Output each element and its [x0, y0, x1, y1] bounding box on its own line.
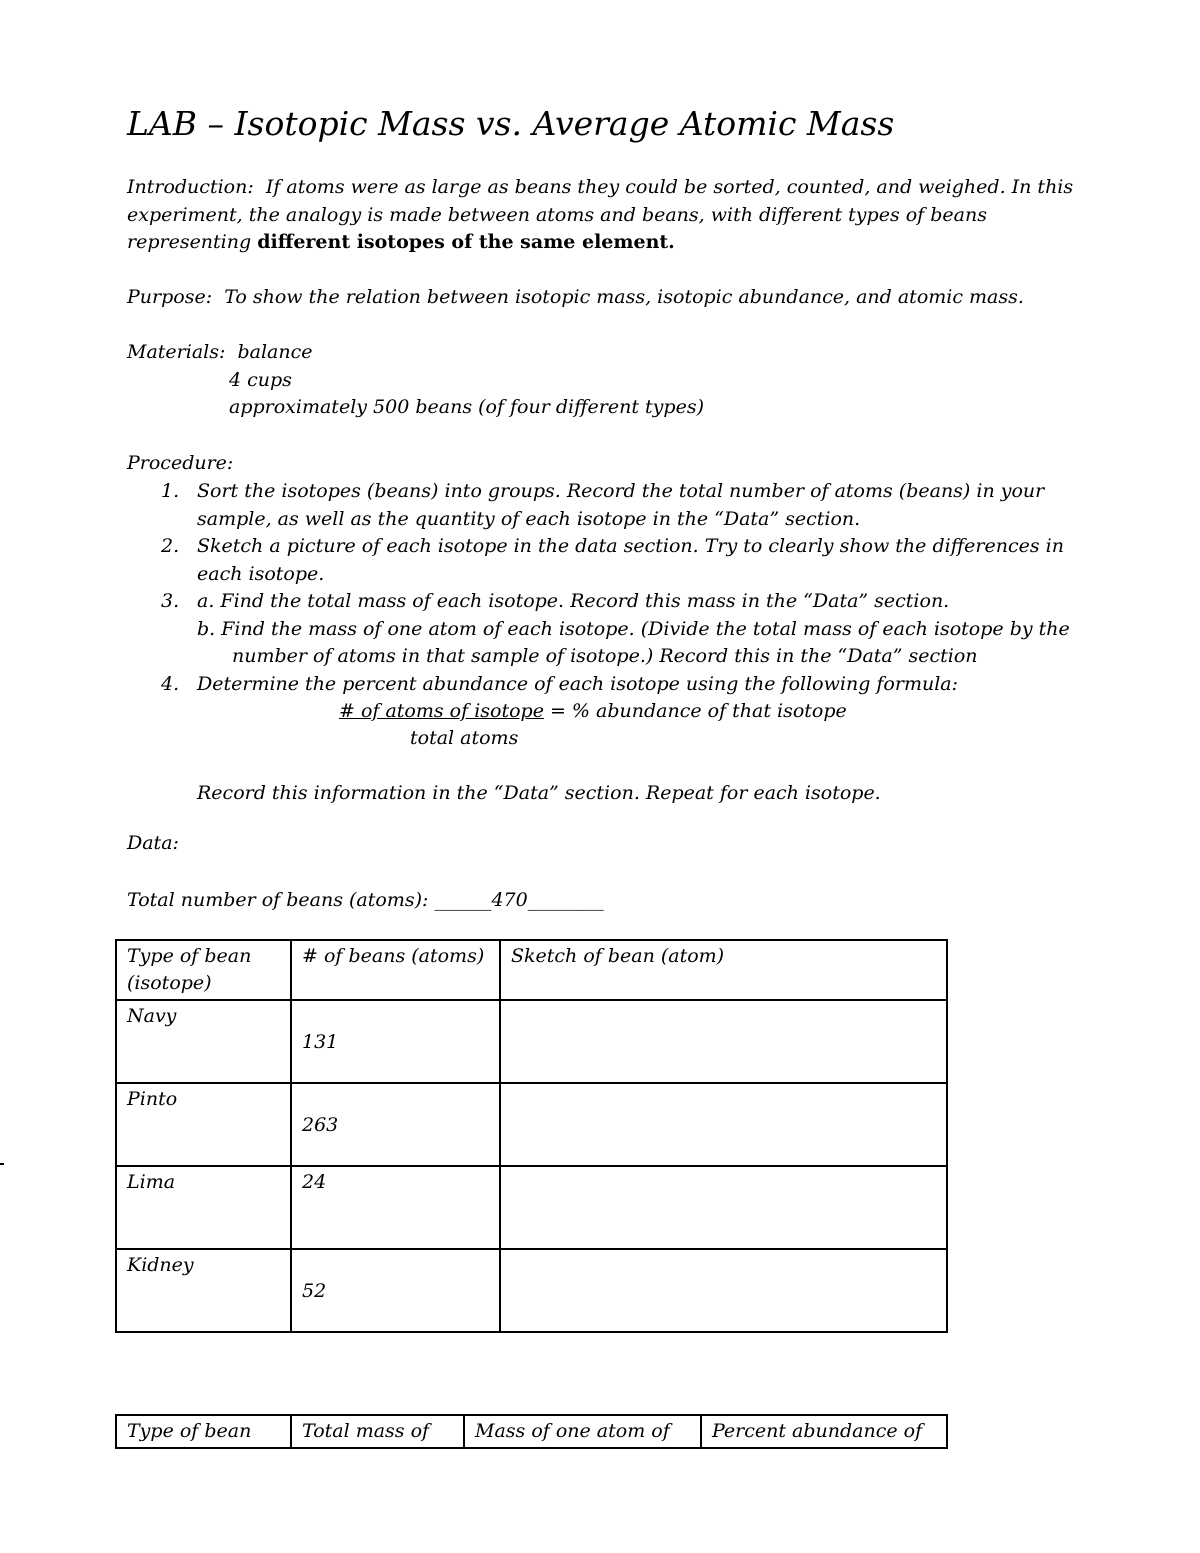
formula-denominator: total atoms	[410, 727, 519, 749]
formula-line	[339, 698, 847, 726]
bean-count-cell	[291, 1166, 500, 1249]
material-item: balance	[237, 341, 313, 363]
step-number: 1.	[161, 480, 180, 502]
introduction-text: If atoms were as large as beans they could be sorted, counted, and weighed. In this experiment, the analogy is made between atoms and beans, with different types of beans representing	[127, 176, 1074, 253]
header-cell: Mass of one atom of	[464, 1415, 701, 1448]
total-beans-line	[127, 887, 604, 915]
step-number: 4.	[161, 672, 180, 695]
purpose	[127, 284, 1087, 312]
record-note: Record this information in the “Data” section. Repeat for each isotope.	[197, 782, 881, 804]
bean-type-cell: Pinto	[116, 1083, 291, 1166]
table-row	[116, 1249, 947, 1332]
purpose-text: To show the relation between isotopic mass, isotopic abundance, and atomic mass.	[224, 286, 1024, 308]
bean-count-value: 24	[302, 1171, 327, 1193]
bean-count-cell	[291, 1083, 500, 1166]
bean-count-value: 131	[302, 1031, 339, 1053]
materials-line	[127, 339, 313, 367]
header-cell: Total mass of	[291, 1415, 464, 1448]
bean-count-table	[115, 939, 948, 1333]
header-cell: Percent abundance of	[701, 1415, 947, 1448]
header-cell: Sketch of bean (atom)	[500, 940, 947, 1000]
step-substep-a: a. Find the total mass of each isotope. Record this mass in the “Data” section.	[197, 590, 950, 612]
purpose-label: Purpose:	[127, 286, 213, 308]
header-cell: Type of bean	[116, 1415, 291, 1448]
step-number: 3.	[161, 590, 180, 612]
data-label: Data:	[127, 832, 179, 854]
step-text: Sketch a picture of each isotope in the data section. Try to clearly show the differences in each isotope.	[197, 535, 1064, 585]
procedure-step	[127, 533, 1087, 588]
table-row	[116, 1000, 947, 1083]
header-cell: Type of bean (isotope)	[116, 940, 291, 1000]
bean-type-cell: Kidney	[116, 1249, 291, 1332]
table-header-row	[116, 1415, 947, 1448]
step-text: Determine the percent abundance of each isotope using the following formula:	[197, 672, 959, 695]
formula-result: = % abundance of that isotope	[543, 700, 847, 722]
table-header-row	[116, 940, 947, 1000]
step-text: Sort the isotopes (beans) into groups. Record the total number of atoms (beans) in your sample, as well as the quantity of each isotope in the “Data” section.	[197, 480, 1045, 530]
total-beans-label: Total number of beans (atoms):	[127, 889, 429, 911]
introduction	[127, 174, 1087, 257]
mass-table	[115, 1414, 948, 1449]
procedure-step	[127, 478, 1087, 533]
sketch-cell	[500, 1000, 947, 1083]
material-item: approximately 500 beans (of four different types)	[229, 396, 704, 418]
procedure-list	[127, 478, 1087, 698]
total-beans-value: ______470________	[434, 889, 604, 911]
step-substep-b: b. Find the mass of one atom of each isotope. (Divide the total mass of each isotope by the number of atoms in that sample of isotope.) Record this in the “Data” section	[197, 617, 1070, 667]
introduction-label: Introduction:	[127, 176, 254, 198]
procedure-step	[127, 588, 1087, 671]
bean-count-value: 263	[302, 1114, 339, 1136]
formula-numerator: # of atoms of isotope	[339, 700, 544, 722]
bean-count-value: 52	[302, 1280, 327, 1302]
sketch-cell	[500, 1166, 947, 1249]
procedure-step	[127, 671, 1087, 699]
table-row	[116, 1083, 947, 1166]
bean-count-cell	[291, 1000, 500, 1083]
sketch-cell	[500, 1083, 947, 1166]
bean-type-cell: Navy	[116, 1000, 291, 1083]
table-row	[116, 1166, 947, 1249]
margin-mark	[0, 1163, 4, 1165]
bean-count-cell	[291, 1249, 500, 1332]
header-cell: # of beans (atoms)	[291, 940, 500, 1000]
material-item: 4 cups	[229, 369, 292, 391]
step-number: 2.	[161, 535, 180, 557]
materials-label: Materials:	[127, 341, 226, 363]
page-title: LAB – Isotopic Mass vs. Average Atomic Mass	[127, 104, 895, 143]
bean-type-cell: Lima	[116, 1166, 291, 1249]
sketch-cell	[500, 1249, 947, 1332]
procedure-label: Procedure:	[127, 452, 234, 474]
introduction-emphasis: different isotopes of the same element.	[257, 231, 675, 253]
